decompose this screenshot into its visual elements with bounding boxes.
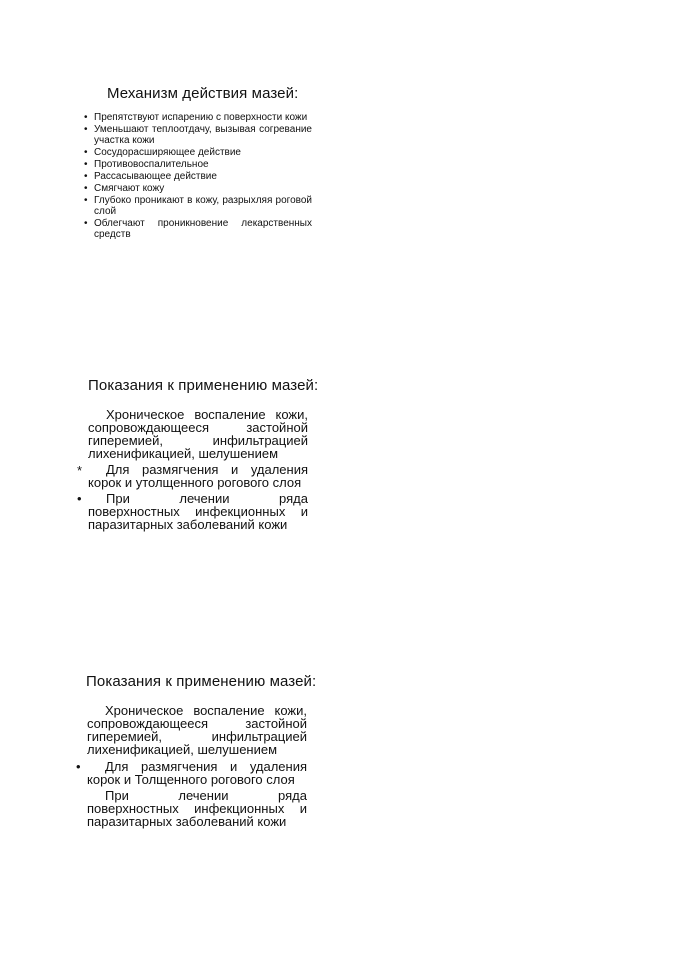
bullet-icon: • (84, 218, 88, 229)
section2-paragraph-2: Для размягчения и удаления корок и утолщенного рогового слоя (88, 462, 308, 490)
list-item: • Противовоспалительное (84, 159, 209, 170)
bullet-icon: • (84, 171, 88, 182)
bullet-icon: • (84, 124, 88, 135)
section3-paragraph-1: Хроническое воспаление кожи, сопровождающееся застойной гиперемией, инфильтрацией лихенификацией, шелушением (87, 703, 307, 757)
section3-title: Показания к применению мазей: (86, 673, 317, 690)
bullet-icon: • (76, 759, 81, 774)
section2-paragraph-3: При лечении ряда поверхностных инфекционных и паразитарных заболеваний кожи (88, 491, 308, 532)
bullet-icon: • (84, 159, 88, 170)
list-item: • Сосудорасширяющее действие (84, 147, 241, 158)
list-item: • Уменьшают теплоотдачу, вызывая согревание участка кожи (84, 124, 312, 146)
list-item: • Рассасывающее действие (84, 171, 217, 182)
list-item: • Глубоко проникают в кожу, разрыхляя роговой слой (84, 195, 312, 217)
bullet-icon: • (84, 112, 88, 123)
section2-title: Показания к применению мазей: (88, 377, 319, 394)
section1-title: Механизм действия мазей: (107, 85, 299, 102)
bullet-icon: • (84, 195, 88, 206)
mechanism-list (84, 112, 312, 241)
bullet-icon: • (77, 491, 82, 506)
asterisk-icon: * (77, 463, 83, 478)
list-item: • Смягчают кожу (84, 183, 165, 194)
bullet-icon: • (84, 183, 88, 194)
list-item: • Препятствуют испарению с поверхности кожи (84, 112, 308, 123)
bullet-icon: • (84, 147, 88, 158)
section3-paragraph-2: Для размягчения и удаления корок и Толщенного рогового слоя (87, 759, 307, 787)
section3-paragraph-3: При лечении ряда поверхностных инфекционных и паразитарных заболеваний кожи (87, 788, 307, 829)
section2-paragraph-1: Хроническое воспаление кожи, сопровождающееся застойной гиперемией, инфильтрацией лихенификацией, шелушением (88, 407, 308, 461)
list-item: • Облегчают проникновение лекарственных средств (84, 218, 312, 240)
